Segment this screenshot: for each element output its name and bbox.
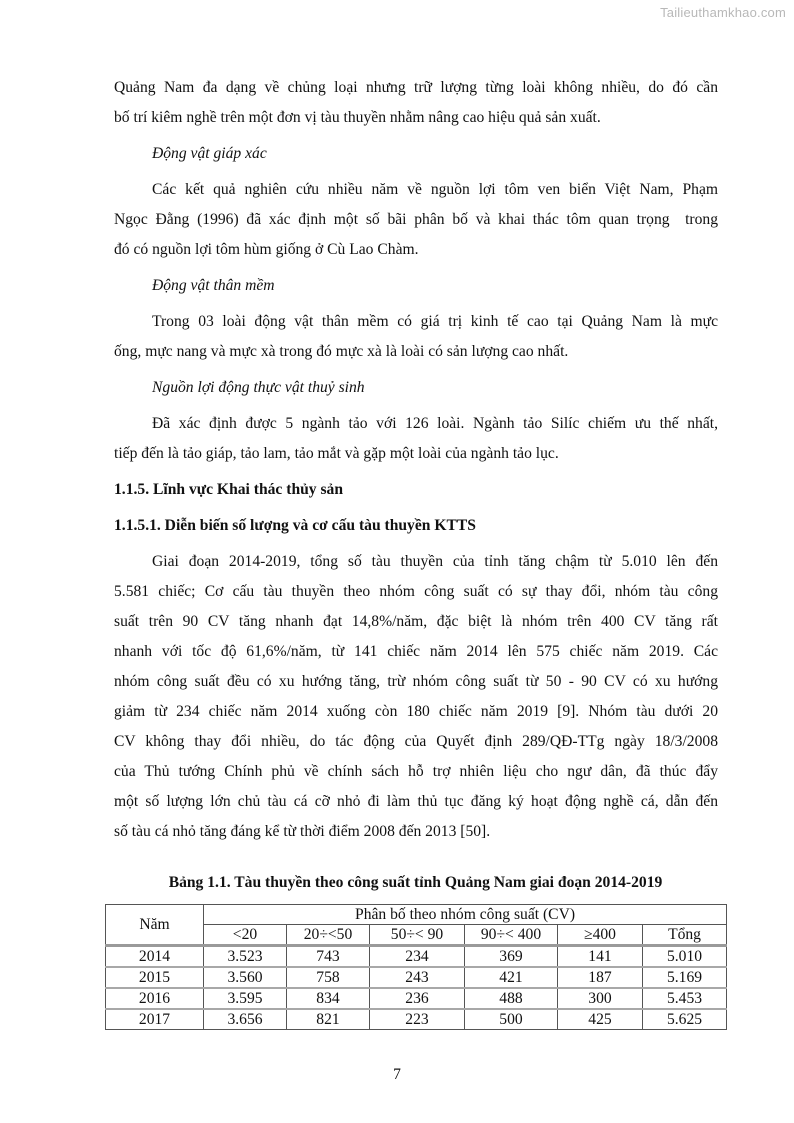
column-header: Tổng <box>643 925 727 946</box>
table-cell: 425 <box>558 1009 643 1030</box>
text-line: đó có nguồn lợi tôm hùm giống ở Cù Lao Chàm. <box>114 241 419 258</box>
group-header: Phân bố theo nhóm công suất (CV) <box>204 905 727 925</box>
table-cell: 834 <box>287 988 370 1009</box>
text-line: ống, mực nang và mực xà trong đó mực xà là loài có sản lượng cao nhất. <box>114 343 569 360</box>
document-body <box>114 73 718 847</box>
table-cell: 223 <box>370 1009 465 1030</box>
table-cell: 5.453 <box>643 988 727 1009</box>
column-header: ≥400 <box>558 925 643 946</box>
paragraph <box>114 175 718 265</box>
subheading-than-mem: Động vật thân mềm <box>152 277 275 294</box>
table-cell: 3.560 <box>204 967 287 988</box>
table-cell: 5.625 <box>643 1009 727 1030</box>
table-cell: 3.656 <box>204 1009 287 1030</box>
text-line: CV không thay đổi nhiều, do tác động của Quyết định 289/QĐ-TTg ngày 18/3/2008 <box>114 733 718 750</box>
text-line: suất trên 90 CV tăng nhanh đạt 14,8%/năm, đặc biệt là nhóm trên 400 CV tăng rất <box>114 613 718 630</box>
table-cell: 421 <box>465 967 558 988</box>
text-line: tiếp đến là tảo giáp, tảo lam, tảo mắt và gặp một loài của ngành tảo lục. <box>114 445 559 462</box>
page-number: 7 <box>393 1066 401 1083</box>
text-line: nhanh với tốc độ 61,6%/năm, từ 141 chiếc năm 2014 lên 575 chiếc năm 2019. Các <box>114 643 718 660</box>
text-line: giảm từ 234 chiếc năm 2014 xuống còn 180 chiếc năm 2019 [9]. Nhóm tàu dưới 20 <box>114 703 718 720</box>
text-line: bố trí kiêm nghề trên một đơn vị tàu thuyền nhằm nâng cao hiệu quả sản xuất. <box>114 109 601 126</box>
table-cell: 2016 <box>106 988 204 1009</box>
subsection-heading: 1.1.5.1. Diễn biến số lượng và cơ cấu tàu thuyền KTTS <box>114 517 476 534</box>
paragraph <box>114 73 718 133</box>
text-line: Trong 03 loài động vật thân mềm có giá trị kinh tế cao tại Quảng Nam là mực <box>152 313 718 330</box>
table-cell: 743 <box>287 946 370 968</box>
text-line: Đã xác định được 5 ngành tảo với 126 loài. Ngành tảo Silíc chiếm ưu thế nhất, <box>152 415 718 432</box>
table-cell: 5.169 <box>643 967 727 988</box>
table-cell: 2017 <box>106 1009 204 1030</box>
text-line: một số lượng lớn chủ tàu cá cỡ nhỏ đi làm thủ tục đăng ký hoạt động nghề cá, dẫn đến <box>114 793 718 810</box>
table-row <box>106 967 727 988</box>
column-header: 20÷<50 <box>287 925 370 946</box>
table-cell: 758 <box>287 967 370 988</box>
table-cell: 369 <box>465 946 558 968</box>
year-header: Năm <box>106 905 204 946</box>
table-cell: 300 <box>558 988 643 1009</box>
text-line: Các kết quả nghiên cứu nhiều năm về nguồn lợi tôm ven biển Việt Nam, Phạm <box>152 181 718 198</box>
table-cell: 234 <box>370 946 465 968</box>
table-cell: 3.595 <box>204 988 287 1009</box>
table-cell: 821 <box>287 1009 370 1030</box>
table-cell: 500 <box>465 1009 558 1030</box>
paragraph <box>114 409 718 469</box>
table-caption: Bảng 1.1. Tàu thuyền theo công suất tỉnh Quảng Nam giai đoạn 2014-2019 <box>168 874 663 891</box>
text-line: số tàu cá nhỏ tăng đáng kể từ thời điểm 2008 đến 2013 [50]. <box>114 823 491 840</box>
table-cell: 236 <box>370 988 465 1009</box>
table-row <box>106 1009 727 1030</box>
text-line: Quảng Nam đa dạng về chủng loại nhưng trữ lượng từng loài không nhiều, do đó cần <box>114 79 718 96</box>
subheading-thuy-sinh: Nguồn lợi động thực vật thuỷ sinh <box>152 379 365 396</box>
table-cell: 243 <box>370 967 465 988</box>
text-line: 5.581 chiếc; Cơ cấu tàu thuyền theo nhóm công suất có sự thay đổi, nhóm tàu công <box>114 583 718 600</box>
table-cell: 3.523 <box>204 946 287 968</box>
table-cell: 5.010 <box>643 946 727 968</box>
table-cell: 2014 <box>106 946 204 968</box>
vessel-table <box>105 904 727 1030</box>
paragraph <box>114 307 718 367</box>
column-header: 90÷< 400 <box>465 925 558 946</box>
column-header: <20 <box>204 925 287 946</box>
column-header: 50÷< 90 <box>370 925 465 946</box>
text-line: Giai đoạn 2014-2019, tổng số tàu thuyền của tỉnh tăng chậm từ 5.010 lên đến <box>152 553 718 570</box>
text-line: Ngọc Đằng (1996) đã xác định một số bãi phân bố và khai thác tôm quan trọng trong <box>114 211 718 228</box>
table-cell: 141 <box>558 946 643 968</box>
section-heading: 1.1.5. Lĩnh vực Khai thác thủy sản <box>114 481 344 498</box>
table-cell: 187 <box>558 967 643 988</box>
text-line: của Thủ tướng Chính phủ về chính sách hỗ trợ nhiên liệu cho ngư dân, đã thúc đẩy <box>114 763 718 780</box>
subheading-giap-xac: Động vật giáp xác <box>152 145 267 162</box>
table-cell: 488 <box>465 988 558 1009</box>
paragraph <box>114 547 718 847</box>
table-row <box>106 988 727 1009</box>
text-line: nhóm công suất đều có xu hướng tăng, trừ nhóm công suất từ 50 - 90 CV có xu hướng <box>114 673 718 690</box>
table-cell: 2015 <box>106 967 204 988</box>
table-row <box>106 946 727 968</box>
watermark: Tailieuthamkhao.com <box>660 5 786 20</box>
